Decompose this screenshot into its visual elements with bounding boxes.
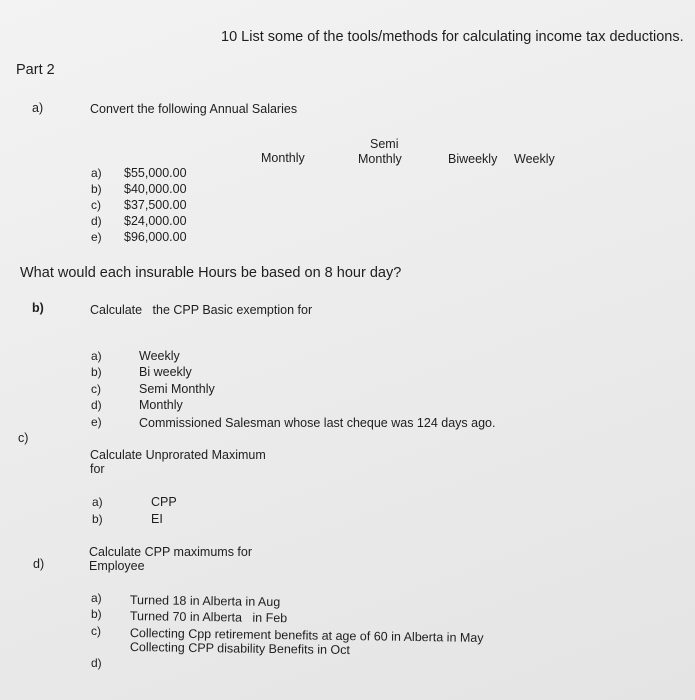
list-letter: b): [91, 607, 102, 621]
salary-value: $96,000.00: [124, 230, 187, 244]
list-item: Collecting CPP disability Benefits in Oct: [129, 640, 350, 658]
salary-letter: c): [91, 198, 101, 212]
section-a-label: a): [32, 101, 44, 115]
list-letter: a): [91, 349, 102, 363]
list-item: Semi Monthly: [139, 382, 215, 396]
section-c-instruction-line2: for: [90, 462, 105, 476]
insurable-hours-question: What would each insurable Hours be based on 8 hour day?: [20, 265, 402, 281]
salary-letter: b): [91, 182, 102, 196]
column-biweekly: Biweekly: [448, 152, 498, 166]
salary-letter: d): [91, 214, 102, 228]
list-item: Turned 70 in Alberta in Feb: [129, 609, 288, 626]
column-monthly: Monthly: [261, 151, 305, 165]
section-c-label: c): [18, 431, 29, 445]
section-d-instruction-line2: Employee: [89, 559, 145, 573]
salary-value: $37,500.00: [124, 198, 187, 212]
list-letter: b): [92, 512, 103, 526]
list-item: Weekly: [139, 349, 180, 363]
part-title: Part 2: [16, 62, 55, 78]
list-item: Turned 18 in Alberta in Aug: [129, 593, 281, 610]
section-c-instruction: Calculate Unprorated Maximum: [90, 448, 266, 462]
section-d-instruction: Calculate CPP maximums for: [89, 545, 253, 559]
list-letter: c): [91, 382, 101, 396]
list-letter: b): [91, 365, 102, 379]
salary-value: $55,000.00: [124, 166, 187, 180]
salary-value: $24,000.00: [124, 214, 187, 228]
list-item: Collecting Cpp retirement benefits at age of 60 in Alberta in May: [129, 626, 484, 645]
list-letter: a): [92, 495, 103, 509]
list-letter: c): [91, 624, 101, 638]
list-letter: d): [91, 398, 102, 412]
salary-letter: a): [91, 166, 102, 180]
list-item: Bi weekly: [139, 365, 192, 379]
section-d-label: d): [33, 557, 45, 571]
column-weekly: Weekly: [514, 152, 555, 166]
section-b-label: b): [32, 301, 44, 315]
column-semi-monthly: Monthly: [358, 152, 402, 166]
section-a-instruction: Convert the following Annual Salaries: [90, 102, 298, 116]
list-item: Commissioned Salesman whose last cheque was 124 days ago.: [139, 416, 496, 430]
column-semi: Semi: [370, 137, 399, 151]
salary-letter: e): [91, 230, 102, 244]
list-letter: e): [91, 415, 102, 429]
section-b-instruction: Calculate the CPP Basic exemption for: [90, 303, 313, 317]
list-item: EI: [151, 512, 163, 526]
list-item: CPP: [151, 495, 177, 509]
salary-value: $40,000.00: [124, 182, 187, 196]
list-letter: a): [91, 591, 102, 605]
list-item: Monthly: [139, 398, 183, 412]
question-10-text: 10 List some of the tools/methods for calculating income tax deductions.: [221, 29, 684, 45]
list-letter: d): [91, 656, 102, 670]
